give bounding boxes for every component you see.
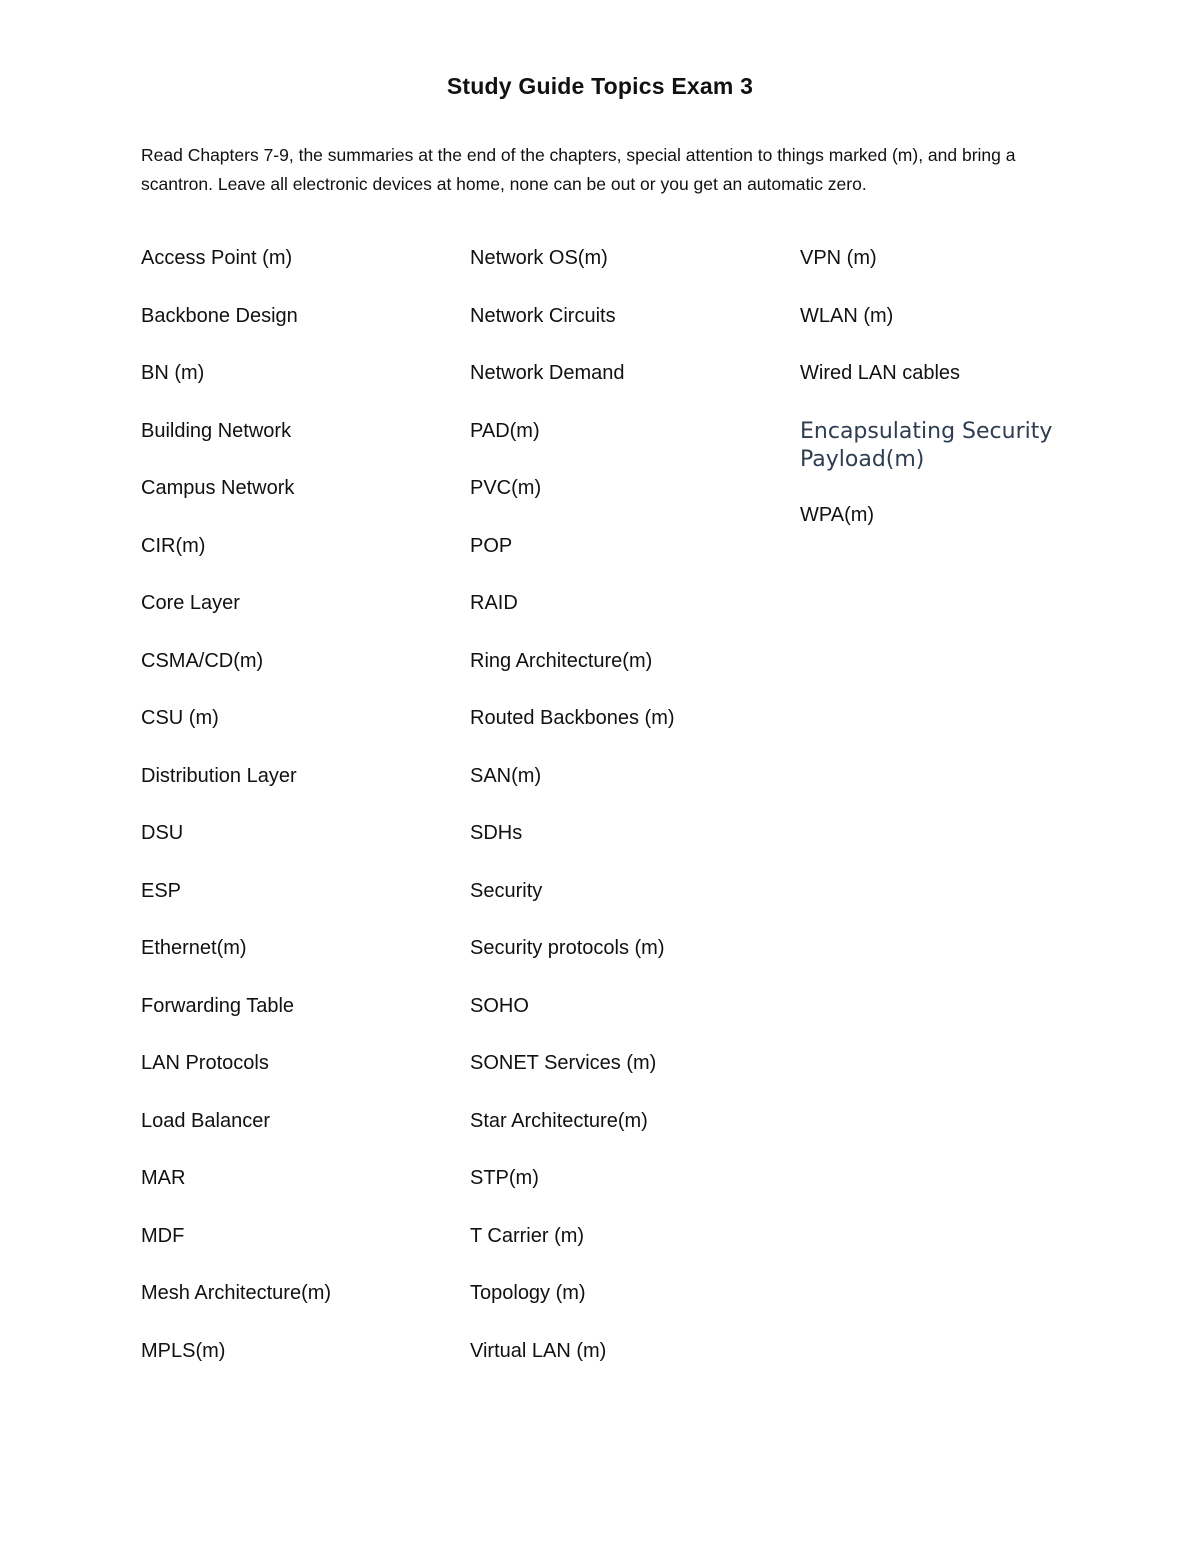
topic-item: MAR [141,1167,186,1189]
topic-item: RAID [470,592,518,614]
topic-item: LAN Protocols [141,1052,269,1074]
topic-item: Star Architecture(m) [470,1109,648,1132]
topic-item: Mesh Architecture(m) [141,1282,332,1304]
topic-item: VPN (m) [800,247,877,269]
topic-item: Routed Backbones (m) [470,707,675,729]
topic-item: Forwarding Table [141,994,295,1017]
topic-item: SONET Services (m) [470,1052,657,1074]
topics-column-1 [141,240,441,1390]
topic-item-highlighted: Encapsulating Security Payload(m) [800,418,1053,472]
page-title: Study Guide Topics Exam 3 [446,73,754,99]
topics-column-3 [800,240,1100,554]
topic-item: Distribution Layer [141,764,297,787]
topic-item: POP [470,534,513,557]
topic-item: MPLS(m) [141,1339,226,1362]
topic-item: BN (m) [141,362,205,384]
topic-item: Load Balancer [141,1109,270,1132]
topic-item: DSU [141,822,184,844]
topic-item: Topology (m) [470,1282,586,1304]
topics-column-2 [470,240,780,1390]
topic-item: SDHs [470,822,523,844]
topic-item: Access Point (m) [141,247,293,269]
topic-item: PVC(m) [470,477,542,499]
topic-item: WLAN (m) [800,304,894,327]
topic-item: SAN(m) [470,764,542,787]
topic-item: MDF [141,1224,185,1247]
topic-item: SOHO [470,994,529,1017]
topic-item: Virtual LAN (m) [470,1339,607,1362]
intro-paragraph: Read Chapters 7-9, the summaries at the end of the chapters, special attention to things marked (m), and bring a scantron. Leave all electronic devices at home, none can be out or you get an automatic zero. [141,145,1016,194]
topic-item: Ring Architecture(m) [470,649,653,672]
topic-item: STP(m) [470,1167,539,1189]
topic-item: CSMA/CD(m) [141,649,264,672]
topic-item: PAD(m) [470,419,540,442]
topic-item: Network Demand [470,362,625,384]
topic-item: T Carrier (m) [470,1224,585,1247]
topic-item: Ethernet(m) [141,937,247,959]
topic-item: CSU (m) [141,707,219,729]
topic-item: Network OS(m) [470,247,608,269]
topic-item: Security [470,879,543,902]
topic-item: Backbone Design [141,304,298,327]
topic-item: Network Circuits [470,304,616,327]
topic-item: Wired LAN cables [800,362,961,384]
topic-item: ESP [141,879,182,902]
topic-item: CIR(m) [141,534,206,557]
topic-item: WPA(m) [800,503,875,526]
topic-item: Building Network [141,419,292,442]
topic-item: Core Layer [141,592,240,614]
topic-item: Campus Network [141,477,295,499]
topic-item: Security protocols (m) [470,937,665,959]
